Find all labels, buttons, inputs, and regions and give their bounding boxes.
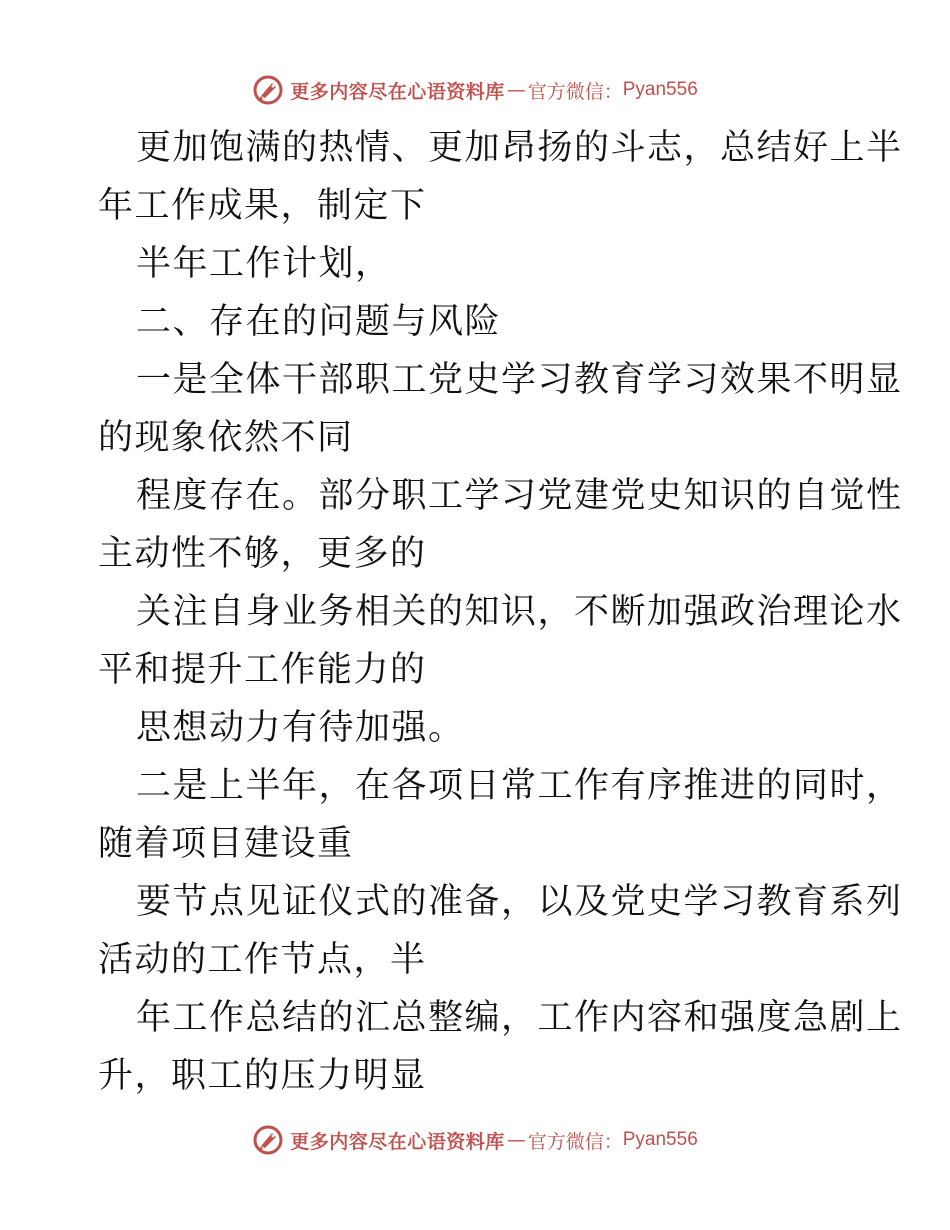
body-line: 升，职工的压力明显 (98, 1056, 427, 1096)
body-line: 随着项目建设重 (98, 824, 354, 864)
body-line: 二是上半年，在各项日常工作有序推进的同时， (136, 766, 903, 806)
footer-separator: — (506, 1129, 526, 1151)
header-separator: — (506, 79, 526, 101)
body-line: 一是全体干部职工党史学习教育学习效果不明显 (136, 360, 903, 400)
body-line: 平和提升工作能力的 (98, 650, 427, 690)
section-heading: 二、存在的问题与风险 (136, 302, 502, 342)
body-line: 的现象依然不同 (98, 418, 354, 458)
document-body (98, 119, 903, 1105)
body-line: 主动性不够，更多的 (98, 534, 427, 574)
footer-wechat-label: 官方微信： (527, 1130, 623, 1153)
header-wechat-id: Pyan556 (622, 79, 698, 100)
header-wechat-label: 官方微信： (527, 80, 623, 103)
body-line: 要节点见证仪式的准备，以及党史学习教育系列 (136, 882, 903, 922)
body-line: 年工作成果，制定下 (98, 186, 427, 226)
body-line: 关注自身业务相关的知识，不断加强政治理论水 (136, 592, 903, 632)
body-line: 半年工作计划， (136, 244, 392, 284)
header-watermark (0, 70, 950, 110)
body-line: 更加饱满的热情、更加昂扬的斗志，总结好上半 (136, 128, 903, 168)
pen-nib-logo-icon (252, 1124, 284, 1156)
header-brand-text: 更多内容尽在心语资料库 (290, 80, 505, 103)
pen-nib-logo-icon (252, 74, 284, 106)
body-line: 年工作总结的汇总整编，工作内容和强度急剧上 (136, 998, 903, 1038)
body-line: 程度存在。部分职工学习党建党史知识的自觉性 (136, 476, 903, 516)
footer-wechat-id: Pyan556 (622, 1129, 698, 1150)
body-line: 活动的工作节点，半 (98, 940, 427, 980)
footer-watermark (0, 1120, 950, 1160)
footer-brand-text: 更多内容尽在心语资料库 (290, 1130, 505, 1153)
body-line: 思想动力有待加强。 (136, 708, 465, 748)
